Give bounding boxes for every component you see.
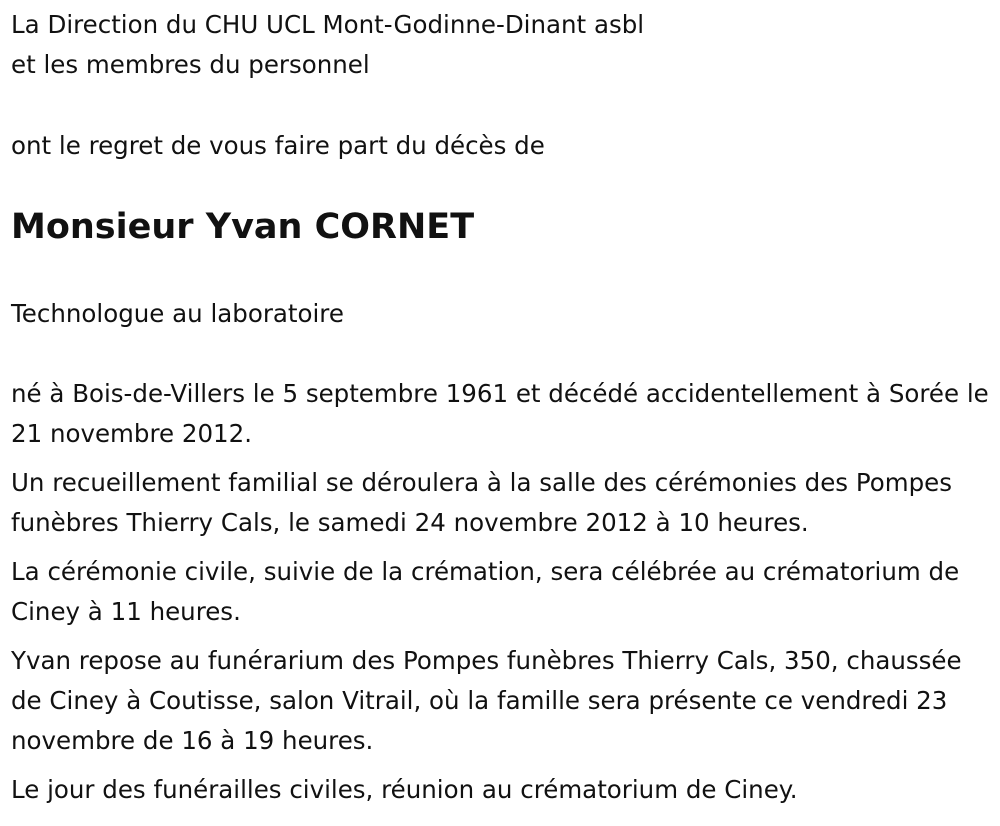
sender-line-2: et les membres du personnel: [11, 50, 370, 79]
notice-body: [11, 374, 996, 810]
birth-death-paragraph: né à Bois-de-Villers le 5 septembre 1961 et décédé accidentellement à Sorée le 21 novembre 2012.: [11, 379, 989, 448]
sender-line-1: La Direction du CHU UCL Mont-Godinne-Dinant asbl: [11, 10, 645, 39]
gathering-paragraph: Un recueillement familial se déroulera à la salle des cérémonies des Pompes funèbres Thierry Cals, le samedi 24 novembre 2012 à 10 heures.: [11, 468, 953, 537]
sender-block: [11, 5, 644, 85]
deceased-role: Technologue au laboratoire: [11, 299, 344, 328]
deceased-name: Monsieur Yvan CORNET: [11, 207, 475, 247]
funeral-day-paragraph: Le jour des funérailles civiles, réunion au crématorium de Ciney.: [11, 775, 798, 804]
visitation-paragraph: Yvan repose au funérarium des Pompes funèbres Thierry Cals, 350, chaussée de Ciney à Coutisse, salon Vitrail, où la famille sera présente ce vendredi 23 novembre de 16 à 19 heures.: [11, 646, 962, 755]
ceremony-paragraph: La cérémonie civile, suivie de la crémation, sera célébrée au crématorium de Ciney à 11 heures.: [11, 557, 960, 626]
announcement-text: ont le regret de vous faire part du décès de: [11, 131, 545, 160]
